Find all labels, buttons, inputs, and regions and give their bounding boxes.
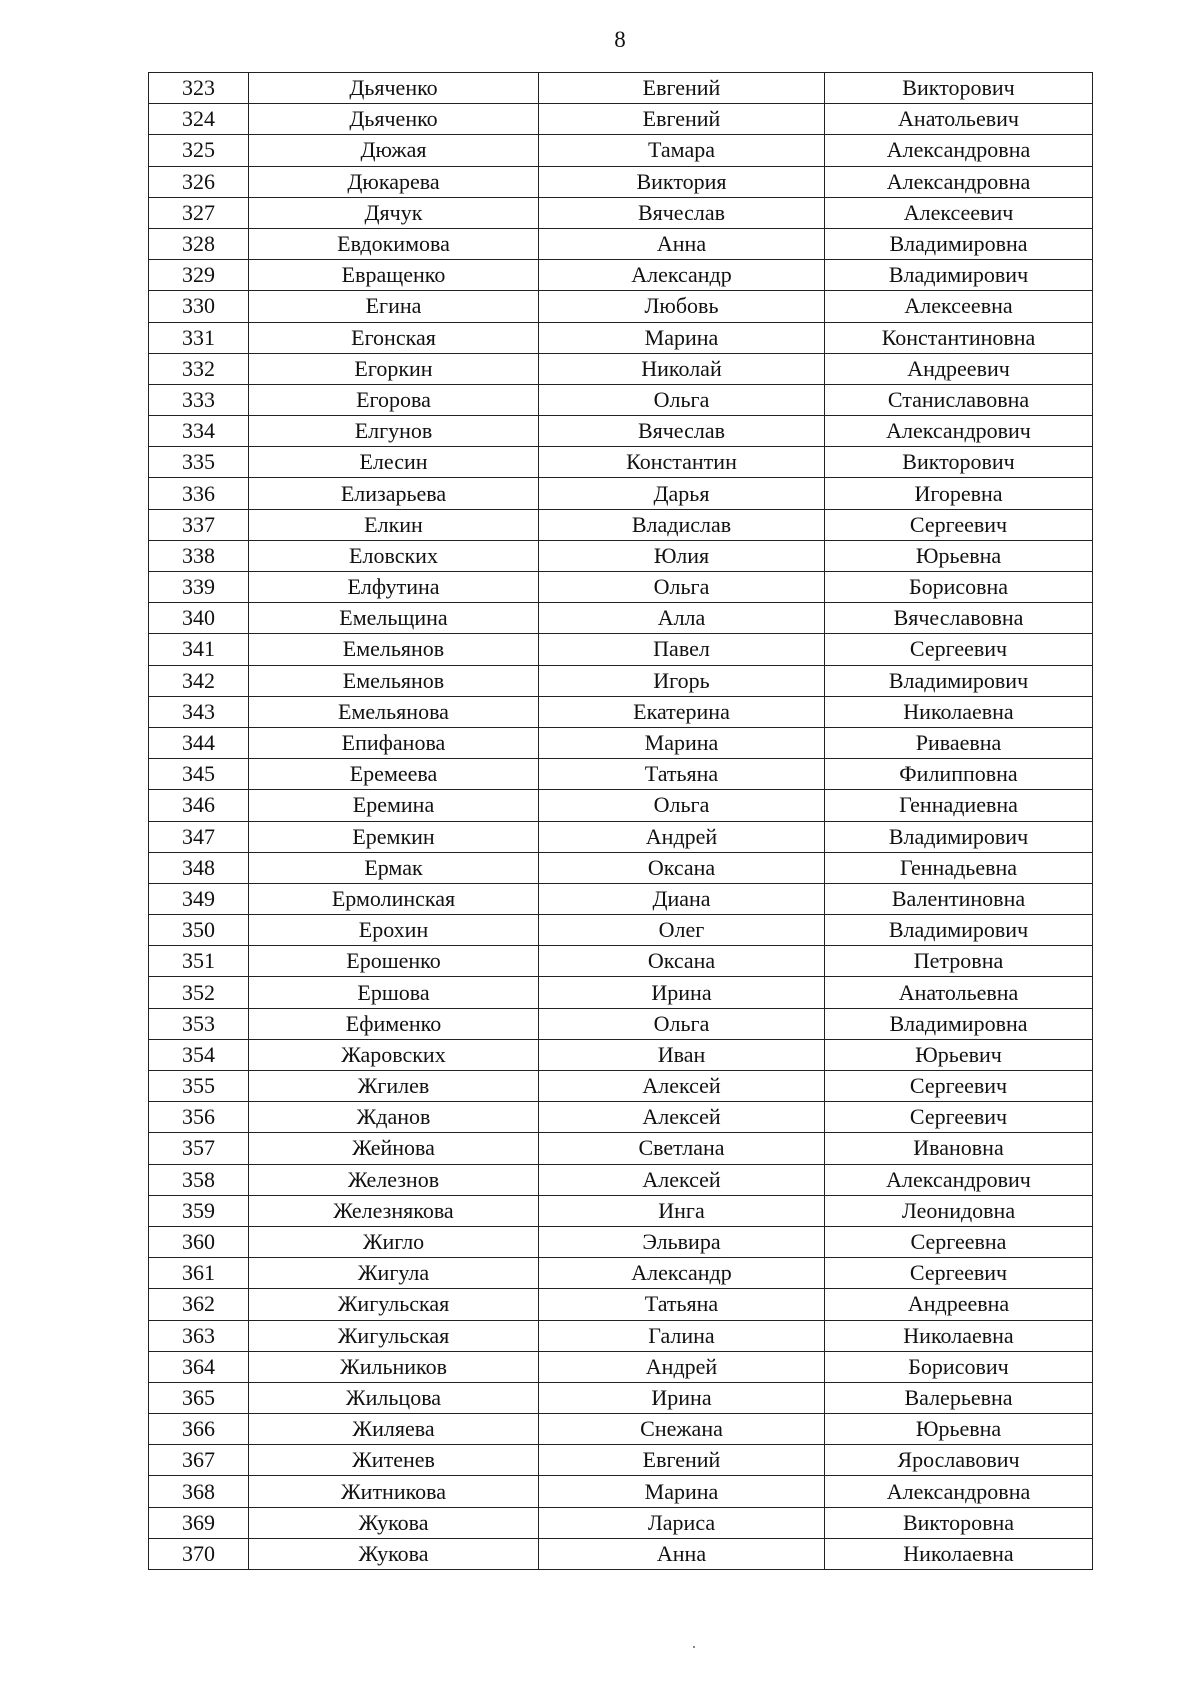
last-name-cell: Ершова: [249, 977, 539, 1008]
first-name-cell: Алексей: [539, 1102, 825, 1133]
patronymic-cell: Николаевна: [825, 696, 1093, 727]
table-row: [149, 1476, 1093, 1507]
patronymic-cell: Анатольевич: [825, 104, 1093, 135]
table-row: [149, 1538, 1093, 1569]
table-row: [149, 1008, 1093, 1039]
last-name-cell: Жданов: [249, 1102, 539, 1133]
first-name-cell: Ирина: [539, 977, 825, 1008]
patronymic-cell: Александровна: [825, 166, 1093, 197]
last-name-cell: Жиляева: [249, 1414, 539, 1445]
table-row: [149, 73, 1093, 104]
first-name-cell: Александр: [539, 1258, 825, 1289]
last-name-cell: Жукова: [249, 1538, 539, 1569]
first-name-cell: Анна: [539, 228, 825, 259]
page-number: 8: [614, 27, 626, 52]
table-row: [149, 603, 1093, 634]
first-name-cell: Лариса: [539, 1507, 825, 1538]
patronymic-cell: Сергеевич: [825, 509, 1093, 540]
table-row: [149, 790, 1093, 821]
patronymic-cell: Владимировна: [825, 228, 1093, 259]
patronymic-cell: Владимирович: [825, 665, 1093, 696]
patronymic-cell: Филипповна: [825, 759, 1093, 790]
row-number-cell: 327: [149, 197, 249, 228]
last-name-cell: Жигло: [249, 1226, 539, 1257]
first-name-cell: Игорь: [539, 665, 825, 696]
row-number-cell: 332: [149, 353, 249, 384]
first-name-cell: Ирина: [539, 1382, 825, 1413]
first-name-cell: Вячеслав: [539, 416, 825, 447]
patronymic-cell: Николаевна: [825, 1320, 1093, 1351]
table-row: [149, 478, 1093, 509]
last-name-cell: Епифанова: [249, 727, 539, 758]
row-number-cell: 361: [149, 1258, 249, 1289]
patronymic-cell: Леонидовна: [825, 1195, 1093, 1226]
last-name-cell: Еремкин: [249, 821, 539, 852]
first-name-cell: Тамара: [539, 135, 825, 166]
row-number-cell: 331: [149, 322, 249, 353]
first-name-cell: Диана: [539, 883, 825, 914]
last-name-cell: Жигула: [249, 1258, 539, 1289]
table-row: [149, 540, 1093, 571]
row-number-cell: 338: [149, 540, 249, 571]
patronymic-cell: Владимирович: [825, 260, 1093, 291]
first-name-cell: Алексей: [539, 1164, 825, 1195]
patronymic-cell: Владимирович: [825, 821, 1093, 852]
table-row: [149, 946, 1093, 977]
row-number-cell: 323: [149, 73, 249, 104]
patronymic-cell: Ярославович: [825, 1445, 1093, 1476]
row-number-cell: 328: [149, 228, 249, 259]
last-name-cell: Елгунов: [249, 416, 539, 447]
row-number-cell: 359: [149, 1195, 249, 1226]
last-name-cell: Еловских: [249, 540, 539, 571]
patronymic-cell: Николаевна: [825, 1538, 1093, 1569]
table-row: [149, 852, 1093, 883]
last-name-cell: Дюкарева: [249, 166, 539, 197]
first-name-cell: Светлана: [539, 1133, 825, 1164]
row-number-cell: 330: [149, 291, 249, 322]
patronymic-cell: Борисович: [825, 1351, 1093, 1382]
row-number-cell: 347: [149, 821, 249, 852]
patronymic-cell: Александрович: [825, 1164, 1093, 1195]
row-number-cell: 363: [149, 1320, 249, 1351]
patronymic-cell: Сергеевич: [825, 1102, 1093, 1133]
table-row: [149, 322, 1093, 353]
table-row: [149, 228, 1093, 259]
patronymic-cell: Владимировна: [825, 1008, 1093, 1039]
patronymic-cell: Геннадиевна: [825, 790, 1093, 821]
table-row: [149, 1507, 1093, 1538]
row-number-cell: 341: [149, 634, 249, 665]
roster-table: [148, 72, 1093, 1570]
table-row: [149, 384, 1093, 415]
first-name-cell: Павел: [539, 634, 825, 665]
patronymic-cell: Андреевич: [825, 353, 1093, 384]
table-row: [149, 1289, 1093, 1320]
patronymic-cell: Сергеевич: [825, 1071, 1093, 1102]
table-row: [149, 1133, 1093, 1164]
first-name-cell: Снежана: [539, 1414, 825, 1445]
patronymic-cell: Викторовна: [825, 1507, 1093, 1538]
table-row: [149, 696, 1093, 727]
first-name-cell: Алла: [539, 603, 825, 634]
table-row: [149, 1351, 1093, 1382]
last-name-cell: Дьяченко: [249, 104, 539, 135]
first-name-cell: Эльвира: [539, 1226, 825, 1257]
last-name-cell: Дячук: [249, 197, 539, 228]
table-row: [149, 665, 1093, 696]
row-number-cell: 352: [149, 977, 249, 1008]
row-number-cell: 350: [149, 915, 249, 946]
last-name-cell: Евращенко: [249, 260, 539, 291]
last-name-cell: Жукова: [249, 1507, 539, 1538]
patronymic-cell: Игоревна: [825, 478, 1093, 509]
table-row: [149, 915, 1093, 946]
row-number-cell: 370: [149, 1538, 249, 1569]
patronymic-cell: Сергеевич: [825, 1258, 1093, 1289]
row-number-cell: 355: [149, 1071, 249, 1102]
last-name-cell: Жильцова: [249, 1382, 539, 1413]
last-name-cell: Елизарьева: [249, 478, 539, 509]
first-name-cell: Вячеслав: [539, 197, 825, 228]
row-number-cell: 351: [149, 946, 249, 977]
first-name-cell: Дарья: [539, 478, 825, 509]
first-name-cell: Александр: [539, 260, 825, 291]
table-row: [149, 1102, 1093, 1133]
patronymic-cell: Сергеевич: [825, 634, 1093, 665]
first-name-cell: Татьяна: [539, 759, 825, 790]
first-name-cell: Марина: [539, 1476, 825, 1507]
last-name-cell: Егонская: [249, 322, 539, 353]
patronymic-cell: Викторович: [825, 73, 1093, 104]
last-name-cell: Егоркин: [249, 353, 539, 384]
row-number-cell: 365: [149, 1382, 249, 1413]
first-name-cell: Галина: [539, 1320, 825, 1351]
table-row: [149, 135, 1093, 166]
table-row: [149, 1195, 1093, 1226]
last-name-cell: Жигульская: [249, 1289, 539, 1320]
last-name-cell: Евдокимова: [249, 228, 539, 259]
patronymic-cell: Юрьевна: [825, 540, 1093, 571]
row-number-cell: 343: [149, 696, 249, 727]
table-row: [149, 727, 1093, 758]
first-name-cell: Олег: [539, 915, 825, 946]
row-number-cell: 360: [149, 1226, 249, 1257]
table-row: [149, 1164, 1093, 1195]
patronymic-cell: Валерьевна: [825, 1382, 1093, 1413]
last-name-cell: Елкин: [249, 509, 539, 540]
last-name-cell: Ермак: [249, 852, 539, 883]
last-name-cell: Ермолинская: [249, 883, 539, 914]
first-name-cell: Ольга: [539, 790, 825, 821]
row-number-cell: 336: [149, 478, 249, 509]
roster-body: [149, 73, 1093, 1570]
row-number-cell: 368: [149, 1476, 249, 1507]
last-name-cell: Жильников: [249, 1351, 539, 1382]
patronymic-cell: Владимирович: [825, 915, 1093, 946]
table-row: [149, 1445, 1093, 1476]
row-number-cell: 348: [149, 852, 249, 883]
row-number-cell: 334: [149, 416, 249, 447]
first-name-cell: Марина: [539, 322, 825, 353]
first-name-cell: Ольга: [539, 572, 825, 603]
row-number-cell: 342: [149, 665, 249, 696]
table-row: [149, 821, 1093, 852]
row-number-cell: 346: [149, 790, 249, 821]
row-number-cell: 369: [149, 1507, 249, 1538]
last-name-cell: Ерохин: [249, 915, 539, 946]
first-name-cell: Виктория: [539, 166, 825, 197]
table-row: [149, 759, 1093, 790]
row-number-cell: 356: [149, 1102, 249, 1133]
last-name-cell: Егорова: [249, 384, 539, 415]
last-name-cell: Егина: [249, 291, 539, 322]
patronymic-cell: Вячеславовна: [825, 603, 1093, 634]
row-number-cell: 345: [149, 759, 249, 790]
table-row: [149, 104, 1093, 135]
first-name-cell: Юлия: [539, 540, 825, 571]
first-name-cell: Татьяна: [539, 1289, 825, 1320]
patronymic-cell: Андреевна: [825, 1289, 1093, 1320]
patronymic-cell: Риваевна: [825, 727, 1093, 758]
first-name-cell: Любовь: [539, 291, 825, 322]
patronymic-cell: Анатольевна: [825, 977, 1093, 1008]
row-number-cell: 362: [149, 1289, 249, 1320]
last-name-cell: Дюжая: [249, 135, 539, 166]
first-name-cell: Андрей: [539, 821, 825, 852]
last-name-cell: Емельщина: [249, 603, 539, 634]
patronymic-cell: Станиславовна: [825, 384, 1093, 415]
patronymic-cell: Викторович: [825, 447, 1093, 478]
last-name-cell: Емельянов: [249, 634, 539, 665]
patronymic-cell: Юрьевич: [825, 1039, 1093, 1070]
last-name-cell: Жигульская: [249, 1320, 539, 1351]
last-name-cell: Жаровских: [249, 1039, 539, 1070]
row-number-cell: 366: [149, 1414, 249, 1445]
scan-speck: [693, 1646, 695, 1648]
row-number-cell: 349: [149, 883, 249, 914]
row-number-cell: 344: [149, 727, 249, 758]
table-row: [149, 1039, 1093, 1070]
row-number-cell: 358: [149, 1164, 249, 1195]
last-name-cell: Еремина: [249, 790, 539, 821]
row-number-cell: 357: [149, 1133, 249, 1164]
row-number-cell: 335: [149, 447, 249, 478]
row-number-cell: 364: [149, 1351, 249, 1382]
last-name-cell: Емельянов: [249, 665, 539, 696]
row-number-cell: 333: [149, 384, 249, 415]
row-number-cell: 353: [149, 1008, 249, 1039]
row-number-cell: 324: [149, 104, 249, 135]
table-row: [149, 634, 1093, 665]
table-row: [149, 977, 1093, 1008]
table-row: [149, 447, 1093, 478]
first-name-cell: Оксана: [539, 852, 825, 883]
table-row: [149, 260, 1093, 291]
table-row: [149, 1226, 1093, 1257]
row-number-cell: 329: [149, 260, 249, 291]
patronymic-cell: Александровна: [825, 1476, 1093, 1507]
table-row: [149, 291, 1093, 322]
table-row: [149, 1071, 1093, 1102]
first-name-cell: Евгений: [539, 73, 825, 104]
last-name-cell: Елфутина: [249, 572, 539, 603]
row-number-cell: 367: [149, 1445, 249, 1476]
first-name-cell: Алексей: [539, 1071, 825, 1102]
patronymic-cell: Юрьевна: [825, 1414, 1093, 1445]
row-number-cell: 337: [149, 509, 249, 540]
patronymic-cell: Ивановна: [825, 1133, 1093, 1164]
table-row: [149, 509, 1093, 540]
table-row: [149, 1414, 1093, 1445]
row-number-cell: 339: [149, 572, 249, 603]
row-number-cell: 326: [149, 166, 249, 197]
table-row: [149, 1382, 1093, 1413]
first-name-cell: Владислав: [539, 509, 825, 540]
first-name-cell: Андрей: [539, 1351, 825, 1382]
table-row: [149, 1258, 1093, 1289]
last-name-cell: Железнов: [249, 1164, 539, 1195]
first-name-cell: Оксана: [539, 946, 825, 977]
patronymic-cell: Алексеевич: [825, 197, 1093, 228]
table-row: [149, 353, 1093, 384]
last-name-cell: Еремеева: [249, 759, 539, 790]
last-name-cell: Железнякова: [249, 1195, 539, 1226]
patronymic-cell: Сергеевна: [825, 1226, 1093, 1257]
table-row: [149, 572, 1093, 603]
last-name-cell: Емельянова: [249, 696, 539, 727]
table-row: [149, 416, 1093, 447]
patronymic-cell: Валентиновна: [825, 883, 1093, 914]
last-name-cell: Жейнова: [249, 1133, 539, 1164]
patronymic-cell: Александрович: [825, 416, 1093, 447]
first-name-cell: Константин: [539, 447, 825, 478]
first-name-cell: Николай: [539, 353, 825, 384]
last-name-cell: Дьяченко: [249, 73, 539, 104]
first-name-cell: Ольга: [539, 384, 825, 415]
table-row: [149, 197, 1093, 228]
patronymic-cell: Александровна: [825, 135, 1093, 166]
first-name-cell: Ольга: [539, 1008, 825, 1039]
first-name-cell: Евгений: [539, 1445, 825, 1476]
first-name-cell: Анна: [539, 1538, 825, 1569]
last-name-cell: Ерошенко: [249, 946, 539, 977]
table-row: [149, 166, 1093, 197]
last-name-cell: Ефименко: [249, 1008, 539, 1039]
last-name-cell: Елесин: [249, 447, 539, 478]
table-row: [149, 883, 1093, 914]
last-name-cell: Житенев: [249, 1445, 539, 1476]
first-name-cell: Иван: [539, 1039, 825, 1070]
first-name-cell: Инга: [539, 1195, 825, 1226]
patronymic-cell: Петровна: [825, 946, 1093, 977]
patronymic-cell: Константиновна: [825, 322, 1093, 353]
first-name-cell: Екатерина: [539, 696, 825, 727]
patronymic-cell: Алексеевна: [825, 291, 1093, 322]
last-name-cell: Жгилев: [249, 1071, 539, 1102]
table-row: [149, 1320, 1093, 1351]
first-name-cell: Евгений: [539, 104, 825, 135]
row-number-cell: 325: [149, 135, 249, 166]
first-name-cell: Марина: [539, 727, 825, 758]
last-name-cell: Житникова: [249, 1476, 539, 1507]
row-number-cell: 354: [149, 1039, 249, 1070]
row-number-cell: 340: [149, 603, 249, 634]
patronymic-cell: Борисовна: [825, 572, 1093, 603]
patronymic-cell: Геннадьевна: [825, 852, 1093, 883]
